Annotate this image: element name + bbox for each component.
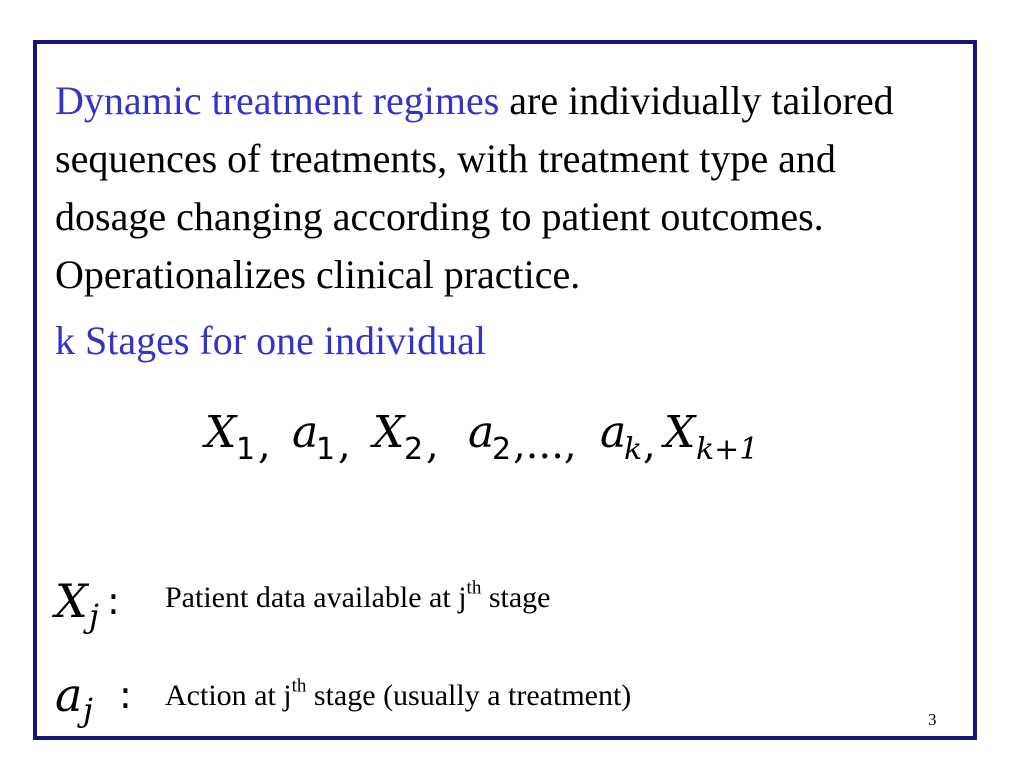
def-x-colon: : [107, 579, 120, 623]
stage-sequence [0, 405, 1024, 475]
seq-x2-sub: 2 [404, 432, 424, 467]
page-number: 3 [928, 710, 937, 729]
def-x-text-after: stage [481, 581, 551, 614]
def-x-subscript: j [89, 597, 99, 635]
seq-x2-var: X [373, 407, 405, 458]
seq-comma: , [426, 422, 439, 468]
def-a-sup: th [291, 675, 307, 697]
def-a-colon: : [119, 673, 132, 717]
seq-ak-sub: k [624, 432, 643, 467]
definition-a [55, 668, 855, 732]
intro-highlight: Dynamic treatment regimes [55, 78, 500, 123]
definition-x [55, 574, 855, 638]
def-a-text-before: Action at j [165, 679, 292, 712]
seq-x1-sub: 1 [236, 432, 256, 467]
stages-heading: k Stages for one individual [55, 318, 487, 363]
seq-ak-var: a [600, 407, 627, 458]
def-x-symbol: X [55, 574, 88, 628]
seq-ellipsis: ,..., [513, 422, 577, 468]
seq-x1-var: X [205, 407, 237, 458]
seq-comma: , [643, 422, 656, 468]
def-a-text [165, 675, 632, 714]
intro-paragraph [55, 72, 955, 304]
def-x-sup: th [466, 577, 482, 599]
seq-comma: , [258, 422, 271, 468]
def-a-subscript: j [83, 691, 93, 729]
seq-comma: , [338, 422, 351, 468]
def-x-text-before: Patient data available at j [165, 581, 467, 614]
seq-xk1-var: X [664, 407, 696, 458]
intro-text: are individually tailored sequences of treatments, with treatment type and dosage changing according to patient outcomes. Operationalizes clinical practice. [55, 78, 894, 297]
seq-a1-var: a [292, 407, 319, 458]
seq-xk1-sub: k+1 [696, 432, 759, 467]
seq-a1-sub: 1 [316, 432, 336, 467]
def-x-text [165, 577, 551, 616]
def-a-symbol: a [55, 668, 83, 722]
def-a-text-after: stage (usually a treatment) [306, 679, 632, 712]
seq-a2-sub: 2 [492, 432, 512, 467]
seq-a2-var: a [468, 407, 495, 458]
